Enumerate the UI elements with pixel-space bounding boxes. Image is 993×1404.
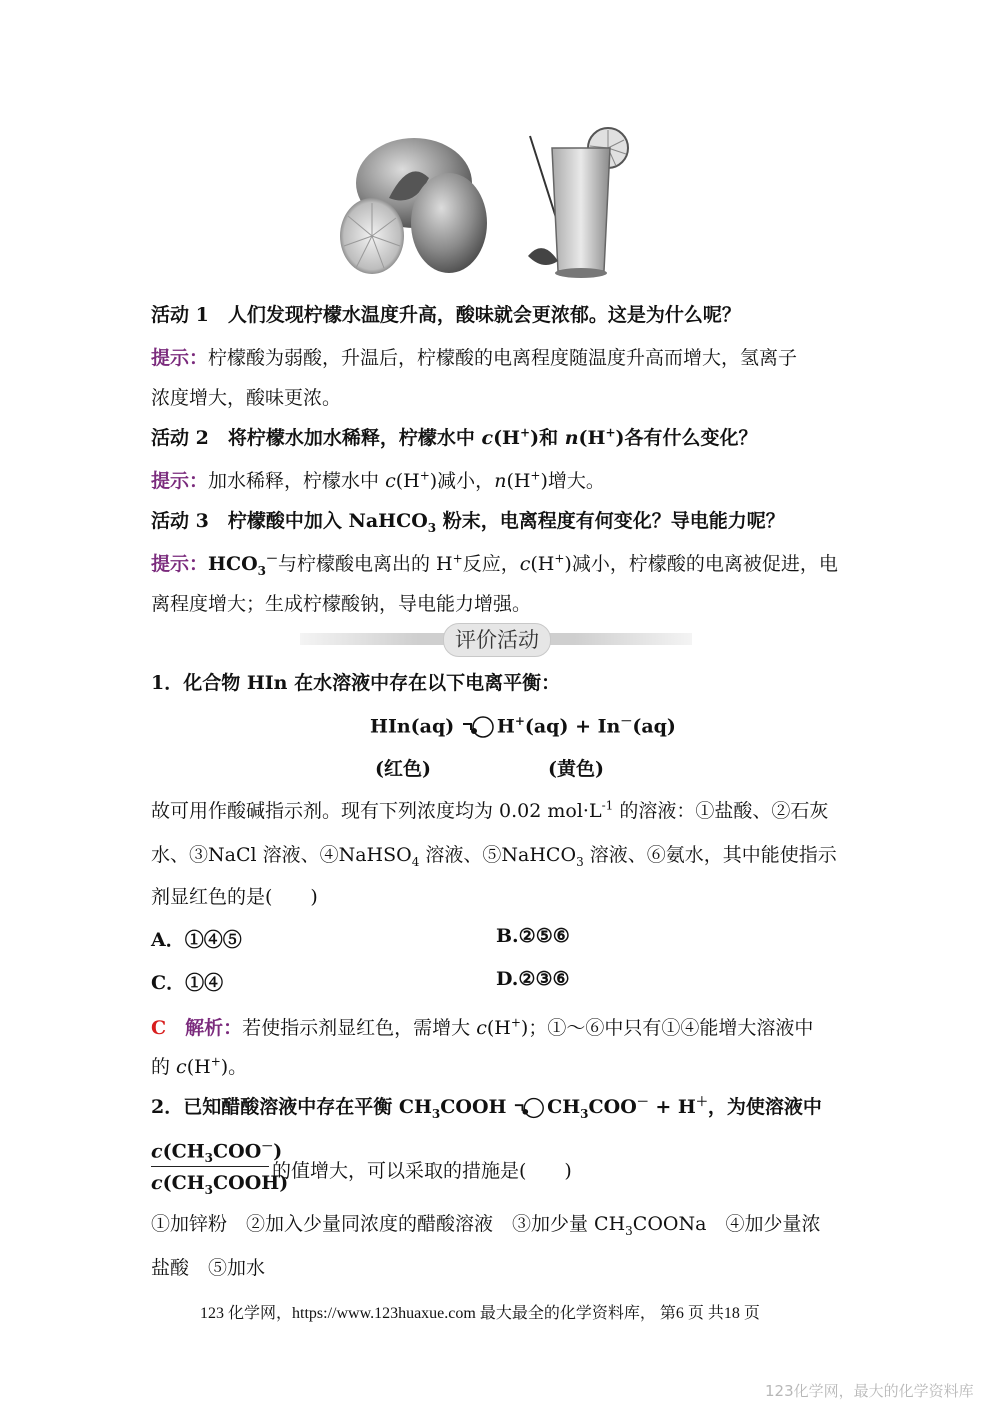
analysis-text: 若使指示剂显红色，需增大	[242, 1017, 477, 1039]
question-text: ，为使溶液中	[707, 1096, 822, 1118]
hint-text: (H	[506, 470, 531, 492]
activity-text: 柠檬酸中加入 NaHCO	[227, 510, 428, 532]
watermark: 123化学网，最大的化学资料库	[765, 1382, 974, 1400]
equilibrium-equation-1: HIn(aq) H+(aq) + In－(aq)	[370, 714, 676, 738]
hint-3-line2: 离程度增大；生成柠檬酸钠，导电能力增强。	[151, 593, 532, 615]
hint-label: 提示：	[151, 553, 209, 575]
reversible-arrow-icon	[461, 716, 497, 738]
analysis-text: )。	[220, 1056, 248, 1078]
question-text: 的溶液：①盐酸、②石灰	[613, 800, 829, 822]
hint-text: )增大。	[540, 470, 605, 492]
hint-1-line1	[151, 343, 797, 370]
hint-1-line2: 浓度增大，酸味更浓。	[151, 387, 342, 409]
activity-2-line: 活动 2 将柠檬水加水稀释，柠檬水中 c(H+)和 n(H+)各有什么变化？	[151, 425, 758, 449]
equation-left: HIn(aq)	[370, 715, 455, 738]
question-text: + H	[648, 1096, 696, 1118]
equation-right: H	[496, 715, 515, 738]
activity-text: )和	[530, 427, 565, 449]
activity-1-line	[151, 300, 741, 327]
hint-label: 提示：	[151, 347, 209, 369]
analysis-text: (H	[486, 1017, 511, 1039]
fraction-denominator: $c(CH_3COOH)$	[151, 1172, 289, 1197]
hint-2-line: 提示：加水稀释，柠檬水中 c(H+)减小，n(H+)增大。	[151, 468, 605, 492]
fraction-text: COOH)	[213, 1172, 289, 1194]
question-1-stem: 1．化合物 HIn 在水溶液中存在以下电离平衡：	[151, 672, 561, 694]
hint-text: )减小，柠檬酸的电离被促进，电	[564, 553, 838, 575]
equation-right: (aq) + In	[524, 715, 621, 738]
question-2-stem: 2．已知醋酸溶液中存在平衡 $CH_3COOH$ $CH_3COO^- + H^+$，为使溶液中	[151, 1094, 822, 1121]
question-text: 故可用作酸碱指示剂。现有下列浓度均为 0.02 mol·L	[151, 800, 602, 822]
color-label-red: (红色)	[375, 758, 431, 780]
hint-3-line1: 提示：$HCO_3^-$与柠檬酸电离出的 H+反应，c(H+)减小，柠檬酸的电离被促进，电	[151, 551, 838, 578]
option-d: D.②③⑥	[496, 968, 570, 990]
hint-label: 提示：	[151, 470, 209, 492]
lemonade-glass-illustration	[528, 126, 638, 281]
activity-text: (H	[578, 427, 606, 449]
question-text: 水、③NaCl 溶液、④NaHSO	[151, 844, 412, 866]
analysis-label: 解析：	[185, 1017, 243, 1039]
activity-text: 粉末，电离程度有何变化？导电能力呢？	[436, 510, 785, 532]
lemons-illustration	[334, 128, 494, 278]
activity-3-line: 活动 3 柠檬酸中加入 NaHCO$_3$ 粉末，电离程度有何变化？导电能力呢？	[151, 510, 785, 535]
activity-label: 活动 1	[151, 304, 209, 326]
analysis-text: 的	[151, 1056, 177, 1078]
fraction-text: COO	[213, 1140, 262, 1163]
analysis-text: )；①～⑥中只有①④能增大溶液中	[520, 1017, 814, 1039]
activity-text: (H	[493, 427, 521, 449]
page-footer: 123 化学网，https://www.123huaxue.com 最大最全的化学资料库， 第6 页 共18 页	[200, 1305, 760, 1322]
fraction-text: (CH	[162, 1172, 205, 1194]
hint-text: 与柠檬酸电离出的 H	[278, 553, 453, 575]
question-1-line2: 水、③NaCl 溶液、④NaHSO$_4$ 溶液、⑤NaHCO$_3$ 溶液、⑥氨水，其中能使指示	[151, 844, 837, 869]
analysis-text: (H	[186, 1056, 211, 1078]
color-label-yellow: (黄色)	[548, 758, 604, 780]
equation-right: (aq)	[632, 715, 676, 738]
question-2-options-line1: ①加锌粉 ②加入少量同浓度的醋酸溶液 ③加少量 $CH_3COONa$ ④加少量浓	[151, 1213, 821, 1238]
hint-text: )减小，	[429, 470, 495, 492]
hint-text: 加水稀释，柠檬水中	[208, 470, 386, 492]
option-b: B.②⑤⑥	[496, 925, 570, 947]
hint-text: (H	[395, 470, 420, 492]
option-a: A．①④⑤	[151, 929, 242, 951]
option-c: C．①④	[151, 972, 224, 994]
question-text: 2．已知醋酸溶液中存在平衡 CH	[151, 1096, 432, 1118]
hint-text: HCO	[208, 553, 258, 575]
question-2-after-fraction: 的值增大，可以采取的措施是( )	[272, 1160, 572, 1182]
hint-text: 柠檬酸为弱酸，升温后，柠檬酸的电离程度随温度升高而增大，氢离子	[208, 347, 798, 369]
hint-text: 反应，	[462, 553, 520, 575]
answer-letter: C	[151, 1017, 167, 1039]
activity-text: 人们发现柠檬水温度升高，酸味就会更浓郁。这是为什么呢？	[227, 304, 741, 326]
activity-label: 活动 2	[151, 427, 209, 449]
analysis-line1: C 解析：若使指示剂显红色，需增大 c(H+)；①～⑥中只有①④能增大溶液中	[151, 1015, 814, 1039]
fraction-text: (CH	[162, 1140, 205, 1163]
fraction-bar	[151, 1166, 269, 1167]
fraction-numerator: $c(CH_3COO^-)$	[151, 1139, 283, 1166]
question-text: 溶液、⑥氨水，其中能使指示	[583, 844, 837, 866]
section-banner-title: 评价活动	[443, 623, 551, 657]
question-2-options-line2: 盐酸 ⑤加水	[151, 1257, 266, 1279]
question-text: COONa ④加少量浓	[632, 1213, 821, 1235]
question-text: COOH	[440, 1096, 507, 1118]
question-1-line3: 剂显红色的是( )	[151, 886, 318, 908]
activity-text: )各有什么变化？	[615, 427, 758, 449]
analysis-line2: 的 c(H+)。	[151, 1054, 248, 1078]
fraction-text: )	[273, 1140, 283, 1163]
question-text: 溶液、⑤NaHCO	[419, 844, 577, 866]
question-text: CH	[547, 1096, 581, 1118]
question-text: COO	[588, 1096, 637, 1118]
hint-text: (H	[530, 553, 555, 575]
activity-text: 将柠檬水加水稀释，柠檬水中	[227, 427, 482, 449]
activity-label: 活动 3	[151, 510, 209, 532]
question-1-line1: 故可用作酸碱指示剂。现有下列浓度均为 0.02 $mol\cdot L^{-1}$ 的溶液：①盐酸、②石灰	[151, 798, 829, 822]
reversible-arrow-icon	[513, 1097, 547, 1119]
question-text: ①加锌粉 ②加入少量同浓度的醋酸溶液 ③加少量 CH	[151, 1213, 626, 1235]
